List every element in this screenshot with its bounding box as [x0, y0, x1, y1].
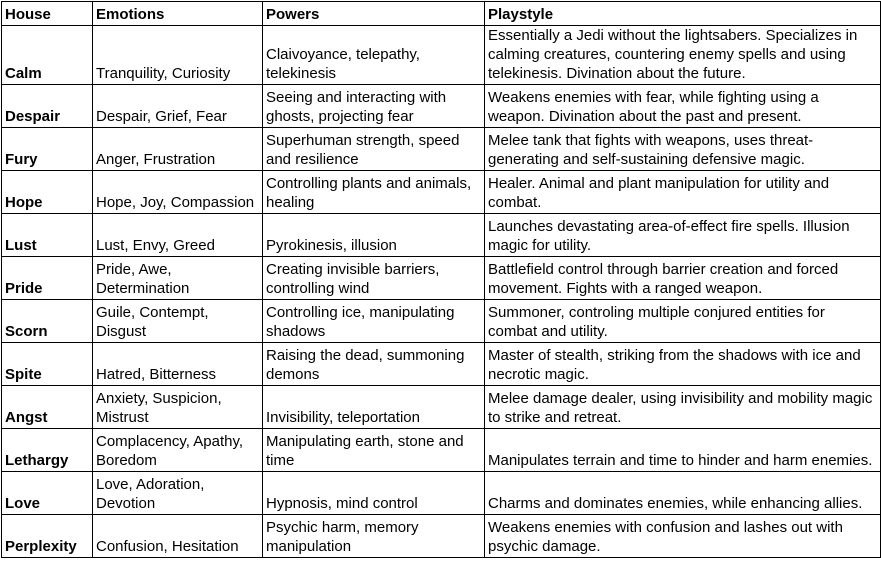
- playstyle-cell: Manipulates terrain and time to hinder and harm enemies.: [485, 429, 881, 472]
- house-cell: Angst: [2, 386, 93, 429]
- table-row: [2, 214, 881, 257]
- emotions-cell: Anxiety, Suspicion, Mistrust: [93, 386, 263, 429]
- table-row: [2, 26, 881, 85]
- playstyle-cell: Launches devastating area-of-effect fire spells. Illusion magic for utility.: [485, 214, 881, 257]
- house-cell: Calm: [2, 26, 93, 85]
- powers-cell: Controlling plants and animals, healing: [263, 171, 485, 214]
- emotions-cell: Confusion, Hesitation: [93, 515, 263, 558]
- house-cell: Spite: [2, 343, 93, 386]
- emotions-cell: Despair, Grief, Fear: [93, 85, 263, 128]
- houses-table: [1, 1, 881, 558]
- emotions-cell: Tranquility, Curiosity: [93, 26, 263, 85]
- table-row: [2, 515, 881, 558]
- header-row: [2, 2, 881, 26]
- playstyle-cell: Master of stealth, striking from the shadows with ice and necrotic magic.: [485, 343, 881, 386]
- playstyle-cell: Melee damage dealer, using invisibility and mobility magic to strike and retreat.: [485, 386, 881, 429]
- powers-cell: Psychic harm, memory manipulation: [263, 515, 485, 558]
- table-row: [2, 472, 881, 515]
- emotions-cell: Hatred, Bitterness: [93, 343, 263, 386]
- playstyle-cell: Essentially a Jedi without the lightsabers. Specializes in calming creatures, countering enemy spells and using telekinesis. Divination about the future.: [485, 26, 881, 85]
- emotions-cell: Pride, Awe, Determination: [93, 257, 263, 300]
- playstyle-cell: Charms and dominates enemies, while enhancing allies.: [485, 472, 881, 515]
- powers-cell: Seeing and interacting with ghosts, projecting fear: [263, 85, 485, 128]
- playstyle-cell: Weakens enemies with fear, while fighting using a weapon. Divination about the past and present.: [485, 85, 881, 128]
- house-cell: Lethargy: [2, 429, 93, 472]
- powers-cell: Creating invisible barriers, controlling wind: [263, 257, 485, 300]
- powers-cell: Controlling ice, manipulating shadows: [263, 300, 485, 343]
- playstyle-cell: Summoner, controling multiple conjured entities for combat and utility.: [485, 300, 881, 343]
- emotions-cell: Hope, Joy, Compassion: [93, 171, 263, 214]
- playstyle-cell: Healer. Animal and plant manipulation for utility and combat.: [485, 171, 881, 214]
- emotions-cell: Lust, Envy, Greed: [93, 214, 263, 257]
- powers-cell: Invisibility, teleportation: [263, 386, 485, 429]
- powers-cell: Raising the dead, summoning demons: [263, 343, 485, 386]
- house-cell: Pride: [2, 257, 93, 300]
- table-row: [2, 343, 881, 386]
- header-playstyle: Playstyle: [485, 2, 881, 26]
- playstyle-cell: Battlefield control through barrier creation and forced movement. Fights with a ranged weapon.: [485, 257, 881, 300]
- house-cell: Love: [2, 472, 93, 515]
- house-cell: Hope: [2, 171, 93, 214]
- header-powers: Powers: [263, 2, 485, 26]
- playstyle-cell: Melee tank that fights with weapons, uses threat-generating and self-sustaining defensive magic.: [485, 128, 881, 171]
- emotions-cell: Complacency, Apathy, Boredom: [93, 429, 263, 472]
- house-cell: Fury: [2, 128, 93, 171]
- table-row: [2, 300, 881, 343]
- powers-cell: Superhuman strength, speed and resilience: [263, 128, 485, 171]
- table-row: [2, 386, 881, 429]
- house-cell: Perplexity: [2, 515, 93, 558]
- house-cell: Despair: [2, 85, 93, 128]
- header-house: House: [2, 2, 93, 26]
- emotions-cell: Anger, Frustration: [93, 128, 263, 171]
- table-row: [2, 85, 881, 128]
- house-cell: Scorn: [2, 300, 93, 343]
- powers-cell: Hypnosis, mind control: [263, 472, 485, 515]
- house-cell: Lust: [2, 214, 93, 257]
- playstyle-cell: Weakens enemies with confusion and lashes out with psychic damage.: [485, 515, 881, 558]
- table-row: [2, 257, 881, 300]
- table-row: [2, 171, 881, 214]
- table-row: [2, 429, 881, 472]
- powers-cell: Claivoyance, telepathy, telekinesis: [263, 26, 485, 85]
- emotions-cell: Love, Adoration, Devotion: [93, 472, 263, 515]
- emotions-cell: Guile, Contempt, Disgust: [93, 300, 263, 343]
- powers-cell: Pyrokinesis, illusion: [263, 214, 485, 257]
- table-row: [2, 128, 881, 171]
- header-emotions: Emotions: [93, 2, 263, 26]
- powers-cell: Manipulating earth, stone and time: [263, 429, 485, 472]
